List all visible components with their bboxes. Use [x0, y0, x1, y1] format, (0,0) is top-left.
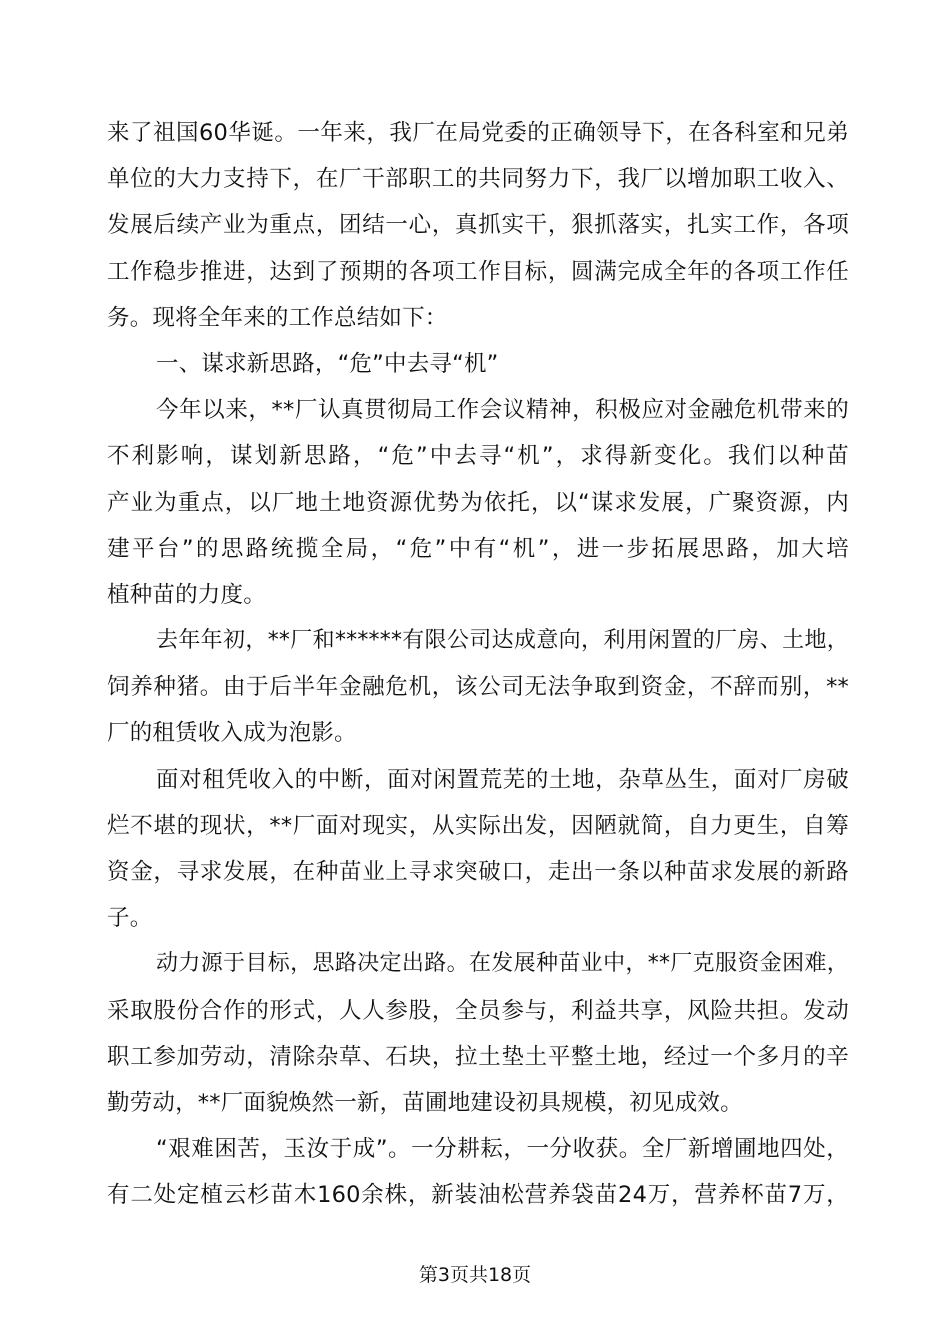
paragraph-line: 去年年初，**厂和******有限公司达成意向，利用闲置的厂房、土地，	[156, 628, 849, 654]
paragraph-line: 烂不堪的现状，**厂面对现实，从实际出发，因陋就简，自力更生，自筹	[107, 812, 849, 839]
paragraph-line: 动力源于目标，思路决定出路。在发展种苗业中，**厂克服资金困难，	[156, 951, 849, 977]
page-number-footer: 第3页共18页	[418, 1264, 532, 1286]
paragraph-line: 不利影响，谋划新思路，“危”中去寻“机”，求得新变化。我们以种苗	[107, 443, 849, 470]
paragraph-line: 工作稳步推进，达到了预期的各项工作目标，圆满完成全年的各项工作任	[107, 258, 849, 285]
paragraph-line: 今年以来，**厂认真贯彻局工作会议精神，积极应对金融危机带来的	[156, 397, 849, 424]
paragraph-line: 建平台”的思路统揽全局，“危”中有“机”，进一步拓展思路，加大培	[107, 535, 849, 562]
paragraph-line: 有二处定植云杉苗木160余株，新装油松营养袋苗24万，营养杯苗7万，	[107, 1182, 849, 1209]
paragraph-line: 饲养种猪。由于后半年金融危机，该公司无法争取到资金，不辞而别，**	[107, 674, 849, 701]
paragraph-line: “艰难困苦，玉汝于成”。一分耕耘，一分收获。全厂新增圃地四处，	[156, 1136, 849, 1163]
document-body	[107, 110, 849, 1219]
paragraph-line: 子。	[107, 905, 153, 932]
paragraph-line: 产业为重点，以厂地土地资源优势为依托，以“谋求发展，广聚资源，内	[107, 489, 849, 516]
paragraph-line: 资金，寻求发展，在种苗业上寻求突破口，走出一条以种苗求发展的新路	[107, 859, 849, 885]
paragraph-line: 植种苗的力度。	[107, 581, 266, 608]
paragraph-line: 面对租凭收入的中断，面对闲置荒芜的土地，杂草丛生，面对厂房破	[156, 766, 849, 793]
paragraph-line: 勤劳动，**厂面貌焕然一新，苗圃地建设初具规模，初见成效。	[107, 1089, 743, 1116]
paragraph-line: 采取股份合作的形式，人人参股，全员参与，利益共享，风险共担。发动	[107, 997, 849, 1024]
paragraph-line: 发展后续产业为重点，团结一心，真抓实干，狠抓落实，扎实工作，各项	[107, 212, 849, 239]
paragraph-line: 单位的大力支持下，在厂干部职工的共同努力下，我厂以增加职工收入、	[107, 166, 849, 193]
paragraph-line: 职工参加劳动，清除杂草、石块，拉土垫土平整土地，经过一个多月的辛	[107, 1043, 849, 1070]
paragraph-line: 厂的租赁收入成为泡影。	[107, 720, 357, 747]
section-heading: 一、谋求新思路，“危”中去寻“机”	[156, 350, 499, 377]
paragraph-line: 务。现将全年来的工作总结如下：	[107, 304, 448, 331]
paragraph-line: 来了祖国60华诞。一年来，我厂在局党委的正确领导下，在各科室和兄弟	[107, 120, 849, 146]
